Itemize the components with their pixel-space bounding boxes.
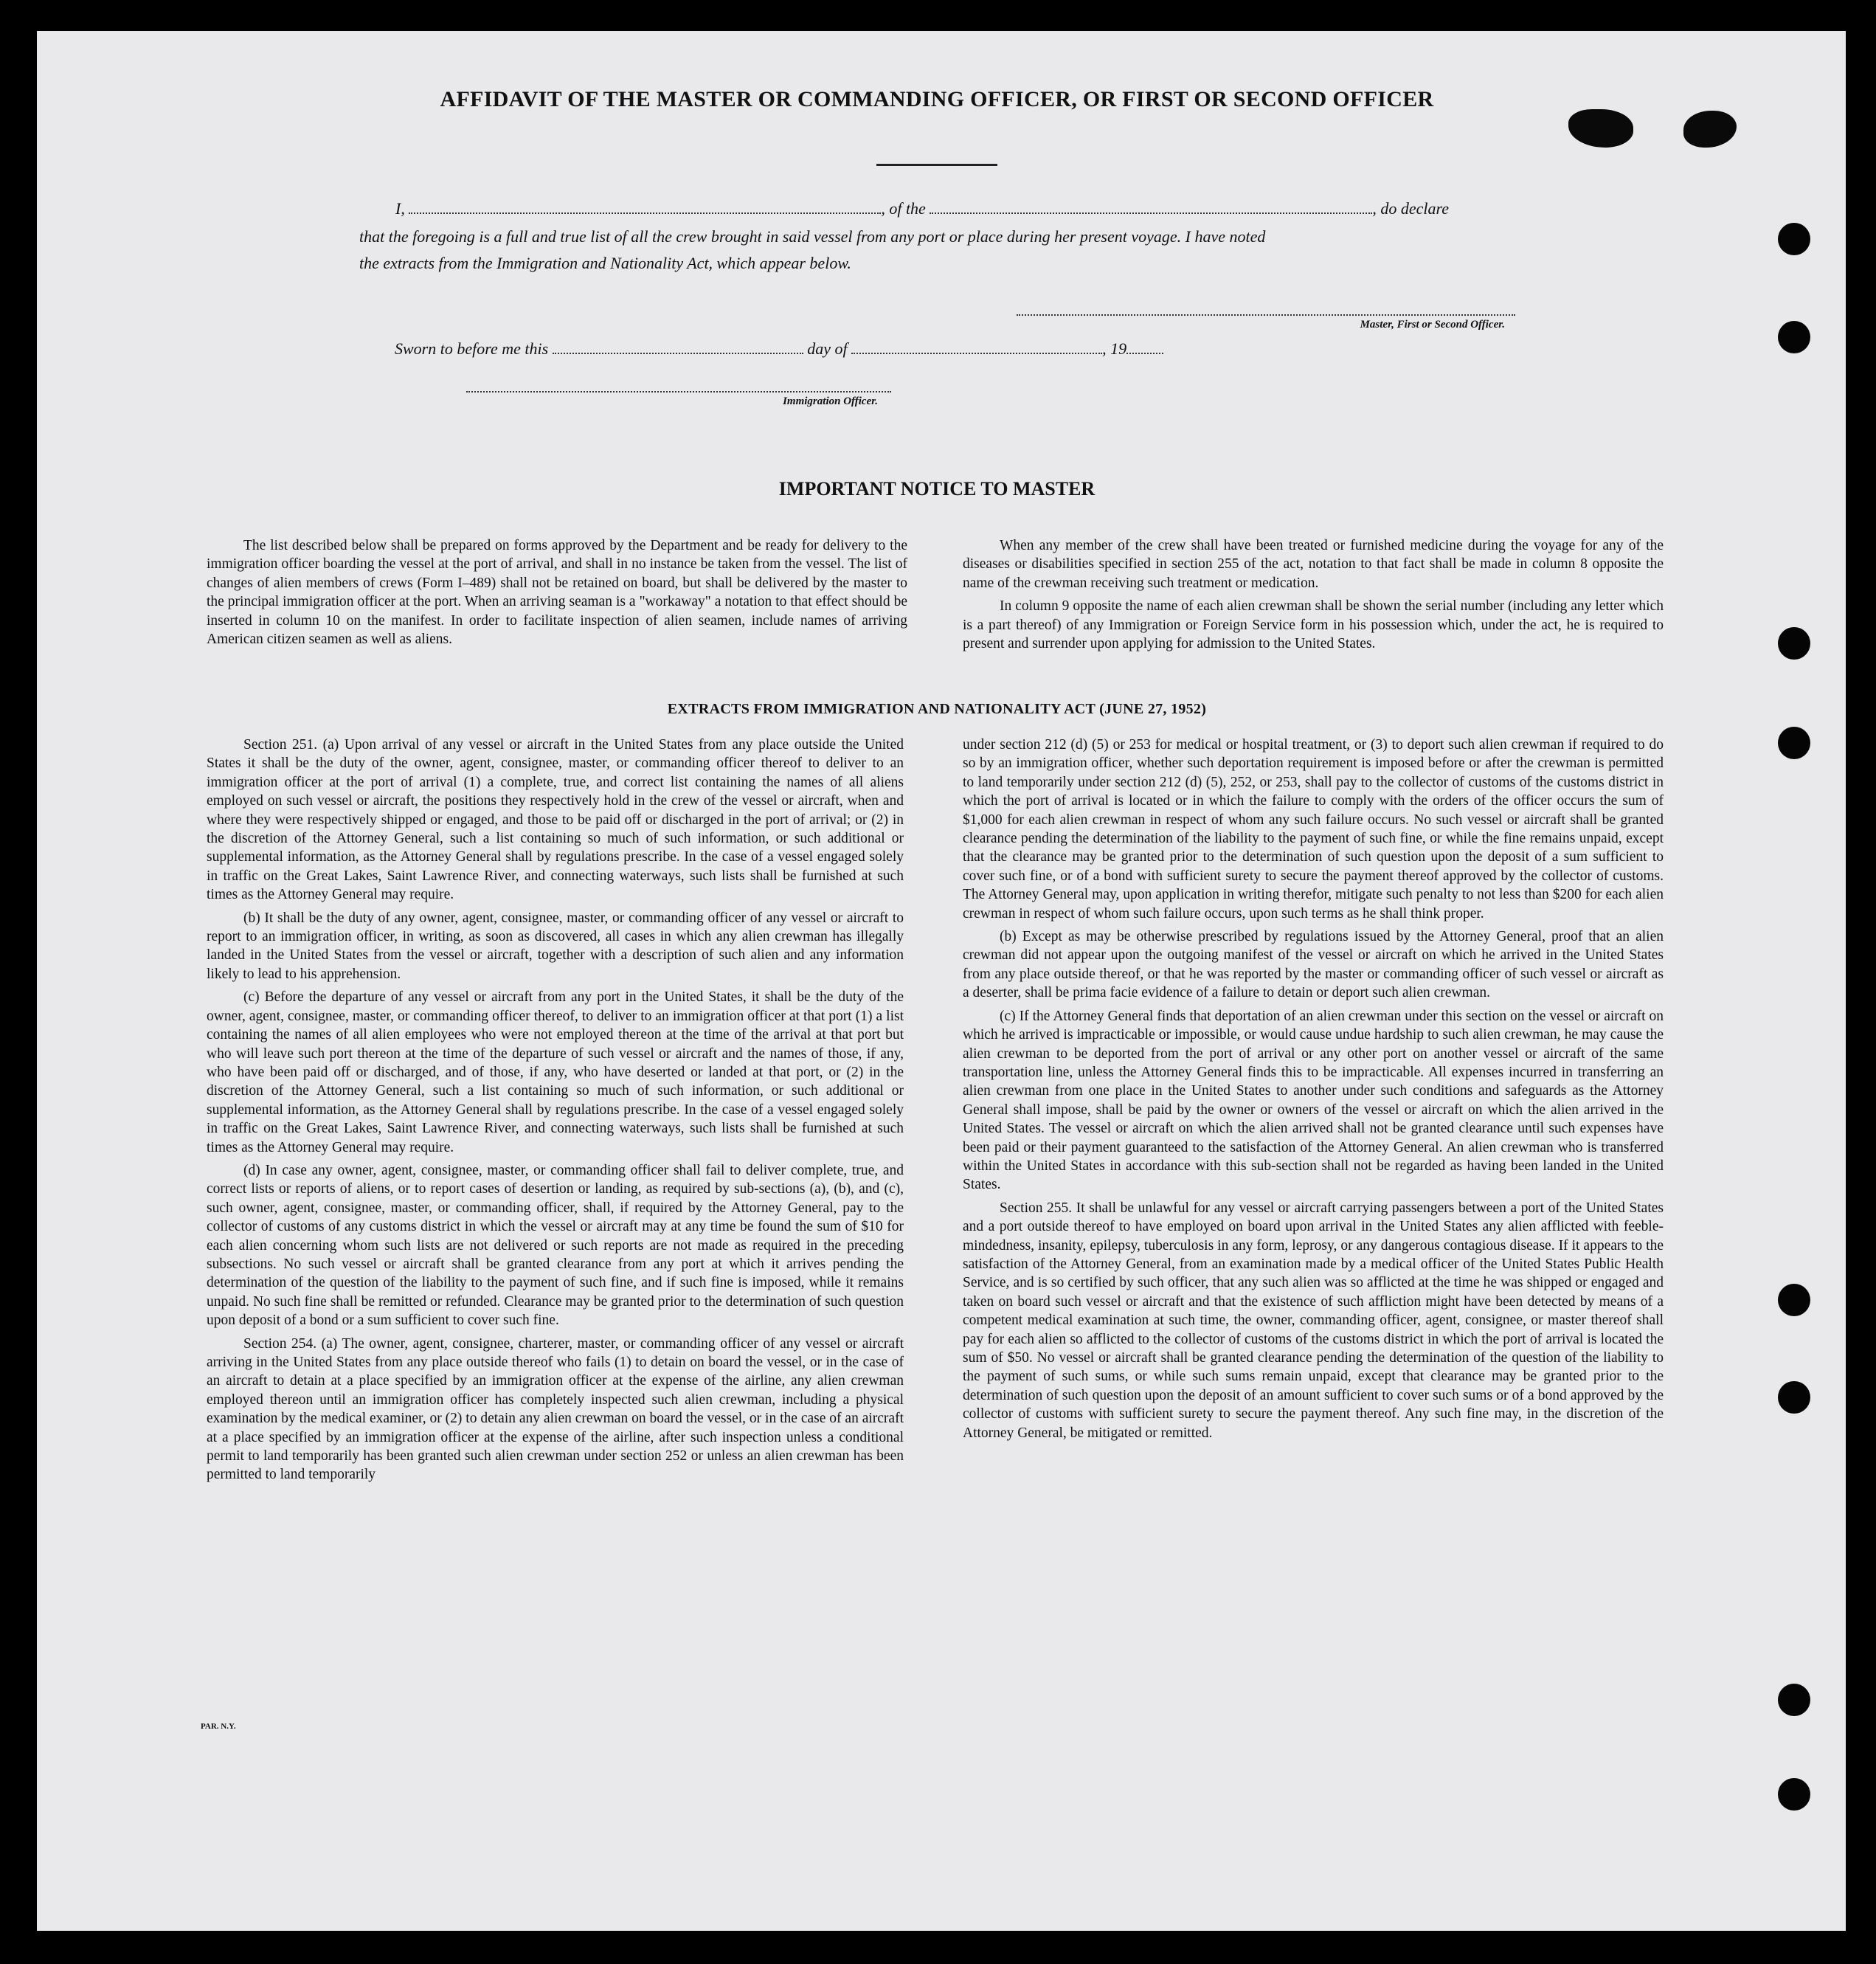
declaration-line-3: the extracts from the Immigration and Nationality Act, which appear below. (359, 254, 851, 272)
punch-hole (1778, 223, 1810, 255)
of-the-label: , of the (881, 199, 926, 218)
i-label: I, (395, 199, 405, 218)
declaration-line-1 (395, 199, 1517, 218)
section-251-b: (b) It shall be the duty of any owner, agent, consignee, master, or commanding officer of any vessel or aircraft to report to an immigration officer, in writing, as soon as discovered, all cases in which any alien crewman has illegally landed in the United States from the vessel or aircraft, together with a description of such alien and any information likely to lead to his apprehension. (207, 910, 904, 982)
punch-hole (1778, 1284, 1810, 1316)
affidavit-title: AFFIDAVIT OF THE MASTER OR COMMANDING OFFICER, OR FIRST OR SECOND OFFICER (440, 87, 1434, 111)
vessel-name-field[interactable] (930, 202, 1372, 214)
punch-hole (1778, 321, 1810, 353)
section-254-a: Section 254. (a) The owner, agent, consignee, charterer, master, or commanding officer of any vessel or aircraft arriving in the United States from any place outside thereof who fails (1) to detain on board the vessel, or in the case of an aircraft to detain at a place specified by an immigration officer at the expense of the airline, any alien crewman employed thereon until an immigration officer has completely inspected such alien crewman, including a physical examination by the medical examiner, or (2) to detain any alien crewman on board the vessel, or in the case of an aircraft at a place specified by an immigration officer at the expense of the airline, after such inspection unless a conditional permit to land temporarily has been granted such alien crewman under section 252 or unless an alien crewman has been permitted to land temporarily (207, 1335, 904, 1483)
officer-name-field[interactable] (409, 202, 881, 214)
title-underline (876, 164, 997, 166)
extracts-right-column (963, 736, 1664, 1442)
notice-paragraph: The list described below shall be prepared on forms approved by the Department and be ready for delivery to the immigration officer boarding the vessel at the port of arrival, and shall in no instance be taken from the vessel. The list of changes of alien members of crews (Form I–489) shall not be retained on board, but shall be delivered by the master to the principal immigration officer at the port. When an arriving seaman is a "workaway" a notation to that effect should be inserted in column 10 on the manifest. In order to facilitate inspection of alien seamen, include names of arriving American citizen seamen as well as aliens. (207, 538, 907, 648)
section-251-d: (d) In case any owner, agent, consignee, master, or commanding officer shall fail to deliver complete, true, and correct lists or reports of aliens, or to report cases of desertion or landing, as required by sub-sections (a), (b), and (c), such owner, agent, consignee, master, or commanding officer, shall, if required by the Attorney General, pay to the collector of customs of any customs district in which the vessel or aircraft may at any time be found the sum of $10 for each alien concerning whom such lists are not delivered or such reports are not made as required in the preceding subsections. No such vessel or aircraft shall be granted clearance from any port at which it arrives pending the determination of the question of the liability to the payment of such fine, and if such fine is imposed, while it remains unpaid. No such fine shall be remitted or refunded. Clearance may be granted prior to the determination of such question upon deposit of a bond or a sum sufficient to cover such fine. (207, 1162, 904, 1329)
master-caption: Master, First or Second Officer. (1360, 319, 1505, 331)
sworn-label: Sworn to before me this (395, 339, 549, 358)
extracts-left-column (207, 736, 904, 1484)
immigration-officer-signature-line[interactable] (466, 391, 891, 393)
notice-paragraph: When any member of the crew shall have been treated or furnished medicine during the voyage for any of the diseases or disabilities specified in section 255 of the act, notation to that fact shall be made in column 8 opposite the name of the crewman receiving such treatment or medication. (963, 538, 1664, 591)
notice-left-column (207, 536, 907, 649)
section-254-c: (c) If the Attorney General finds that deportation of an alien crewman under this section on the vessel or aircraft on which he arrived is impracticable or impossible, or would cause undue hardship to such alien crewman, he may cause the alien crewman to be deported from the port of arrival or any other port on another vessel or aircraft of the same transportation line, unless the Attorney General finds this to be impracticable. All expenses incurred in transferring an alien crewman from one place in the United States to another under such conditions and safeguards as the Attorney General shall impose, shall be paid by the owner or owners of the vessel or aircraft on which the alien arrived in the United States. The vessel or aircraft on which the alien arrived shall not be granted clearance until such expenses have been paid or their payment guaranteed to the satisfaction of the Attorney General. An alien crewman who is transferred within the United States in accordance with this sub-section shall not be regarded as having been landed in the United States. (963, 1008, 1664, 1193)
year-label: , 19 (1102, 339, 1127, 358)
punch-hole (1778, 627, 1810, 660)
section-254-a-continued: under section 212 (d) (5) or 253 for medical or hospital treatment, or (3) to deport such alien crewman if required to do so by an immigration officer, whether such deportation requirement is imposed before or after the crewman is permitted to land temporarily under section 212 (d) (5), 252, or 253, shall pay to the collector of customs of the customs district in which the port of arrival is located or in which the failure to comply with the orders of the officer occurs the sum of $1,000 for each alien crewman in respect of whom any such failure occurs. No such vessel or aircraft shall be granted clearance pending the determination of the liability to the payment of such fine, or while the fine remains unpaid, except that the clearance may be granted prior to the determination of such question upon the deposit of a sum sufficient to cover such fine, or of a bond with sufficient surety to secure the payment thereof approved by the collector of customs. The Attorney General may, upon application in writing therefor, mitigate such penalty to not less than $200 for each alien crewman in respect of whom such failure occurs, upon such terms as he shall think proper. (963, 737, 1664, 922)
punch-hole (1778, 1381, 1810, 1414)
sworn-month-field[interactable] (851, 342, 1102, 354)
day-of-label: day of (807, 339, 848, 358)
punch-hole (1778, 1684, 1810, 1716)
master-signature-line[interactable] (1017, 314, 1515, 316)
printer-mark: PAR. N.Y. (201, 1722, 236, 1731)
punch-hole (1778, 1778, 1810, 1811)
notice-paragraph: In column 9 opposite the name of each alien crewman shall be shown the serial number (including any letter which is a part thereof) of any Immigration or Foreign Service form in his possession which, under the act, he is required to present and surrender upon applying for admission to the United States. (963, 598, 1664, 652)
notice-heading: IMPORTANT NOTICE TO MASTER (778, 478, 1096, 499)
sworn-line (395, 339, 1354, 359)
section-251-c: (c) Before the departure of any vessel or aircraft from any port in the United States, it shall be the duty of the owner, agent, consignee, master, or commanding officer thereof, to deliver to an immigration officer at that port (1) a list containing the names of all alien employees who were not employed thereon at the time of the arrival at that port but who will leave such port thereon at the time of the departure of such vessel or aircraft and the names of those, if any, who have been paid off or discharged, and of those, if any, who have deserted or landed at that port, or (2) in the discretion of the Attorney General, such a list containing so much of such information, or such additional or supplemental information, as the Attorney General shall by regulations prescribe. In the case of a vessel engaged solely in traffic on the Great Lakes, Saint Lawrence River, and connecting waterways, such lists shall be furnished at such times as the Attorney General may require. (207, 989, 904, 1155)
declaration-line-2: that the foregoing is a full and true list of all the crew brought in said vessel from any port or place during her present voyage. I have noted (359, 227, 1266, 246)
section-251-a: Section 251. (a) Upon arrival of any vessel or aircraft in the United States from any place outside the United States it shall be the duty of the owner, agent, consignee, master, or commanding officer thereof to deliver to an immigration officer at the port of arrival (1) a complete, true, and correct list containing the names of all aliens employed on such vessel or aircraft, the positions they respectively hold in the crew of the vessel or aircraft, when and where they were respectively shipped or engaged, and those to be paid off or discharged in the port of arrival; or (2) in the discretion of the Attorney General, such a list containing so much of such information, or such additional or supplemental information, as the Attorney General shall by regulations prescribe. In the case of a vessel engaged solely in traffic on the Great Lakes, Saint Lawrence River, and connecting waterways, such lists shall be furnished at such times as the Attorney General may require. (207, 737, 904, 903)
section-255: Section 255. It shall be unlawful for any vessel or aircraft carrying passengers between a port of the United States and a port outside thereof to have employed on board upon arrival in the United States any alien afflicted with feeble-mindedness, insanity, epilepsy, tuberculosis in any form, leprosy, or any dangerous contagious disease. If it appears to the satisfaction of the Attorney General, from an examination made by a medical officer of the United States Public Health Service, and is so certified by such officer, that any such alien was so afflicted at the time he was shipped or engaged and taken on board such vessel or aircraft and that the existence of such affliction might have been detected by means of a competent medical examination at such time, the owner, commanding officer, agent, consignee, or master thereof shall pay for each alien so afflicted to the collector of customs of the customs district in which the port of arrival is located the sum of $50. No vessel or aircraft shall be granted clearance pending the determination of the question of the liability to the payment of such sums, or while such sums remain unpaid, except that clearance may be granted prior to the determination of such question upon the deposit of an amount sufficient to cover such sums or of a bond approved by the collector of customs with sufficient surety to secure the payment thereof. Any such fine may, in the discretion of the Attorney General, be mitigated or remitted. (963, 1200, 1664, 1441)
do-declare-label: , do declare (1372, 199, 1449, 218)
section-254-b: (b) Except as may be otherwise prescribed by regulations issued by the Attorney General, proof that an alien crewman did not appear upon the outgoing manifest of the vessel or aircraft on which he arrived in the United States from any place outside thereof, or that he was reported by the master or commanding officer of such vessel or aircraft as a deserter, shall be prima facie evidence of a failure to detain or deport such alien crewman. (963, 929, 1664, 1001)
sworn-day-field[interactable] (553, 342, 803, 354)
notice-right-column (963, 536, 1664, 653)
sworn-year-field[interactable] (1126, 342, 1163, 354)
extracts-heading: EXTRACTS FROM IMMIGRATION AND NATIONALITY ACT (JUNE 27, 1952) (667, 701, 1207, 717)
punch-hole (1778, 727, 1810, 759)
immigration-officer-caption: Immigration Officer. (783, 395, 878, 407)
